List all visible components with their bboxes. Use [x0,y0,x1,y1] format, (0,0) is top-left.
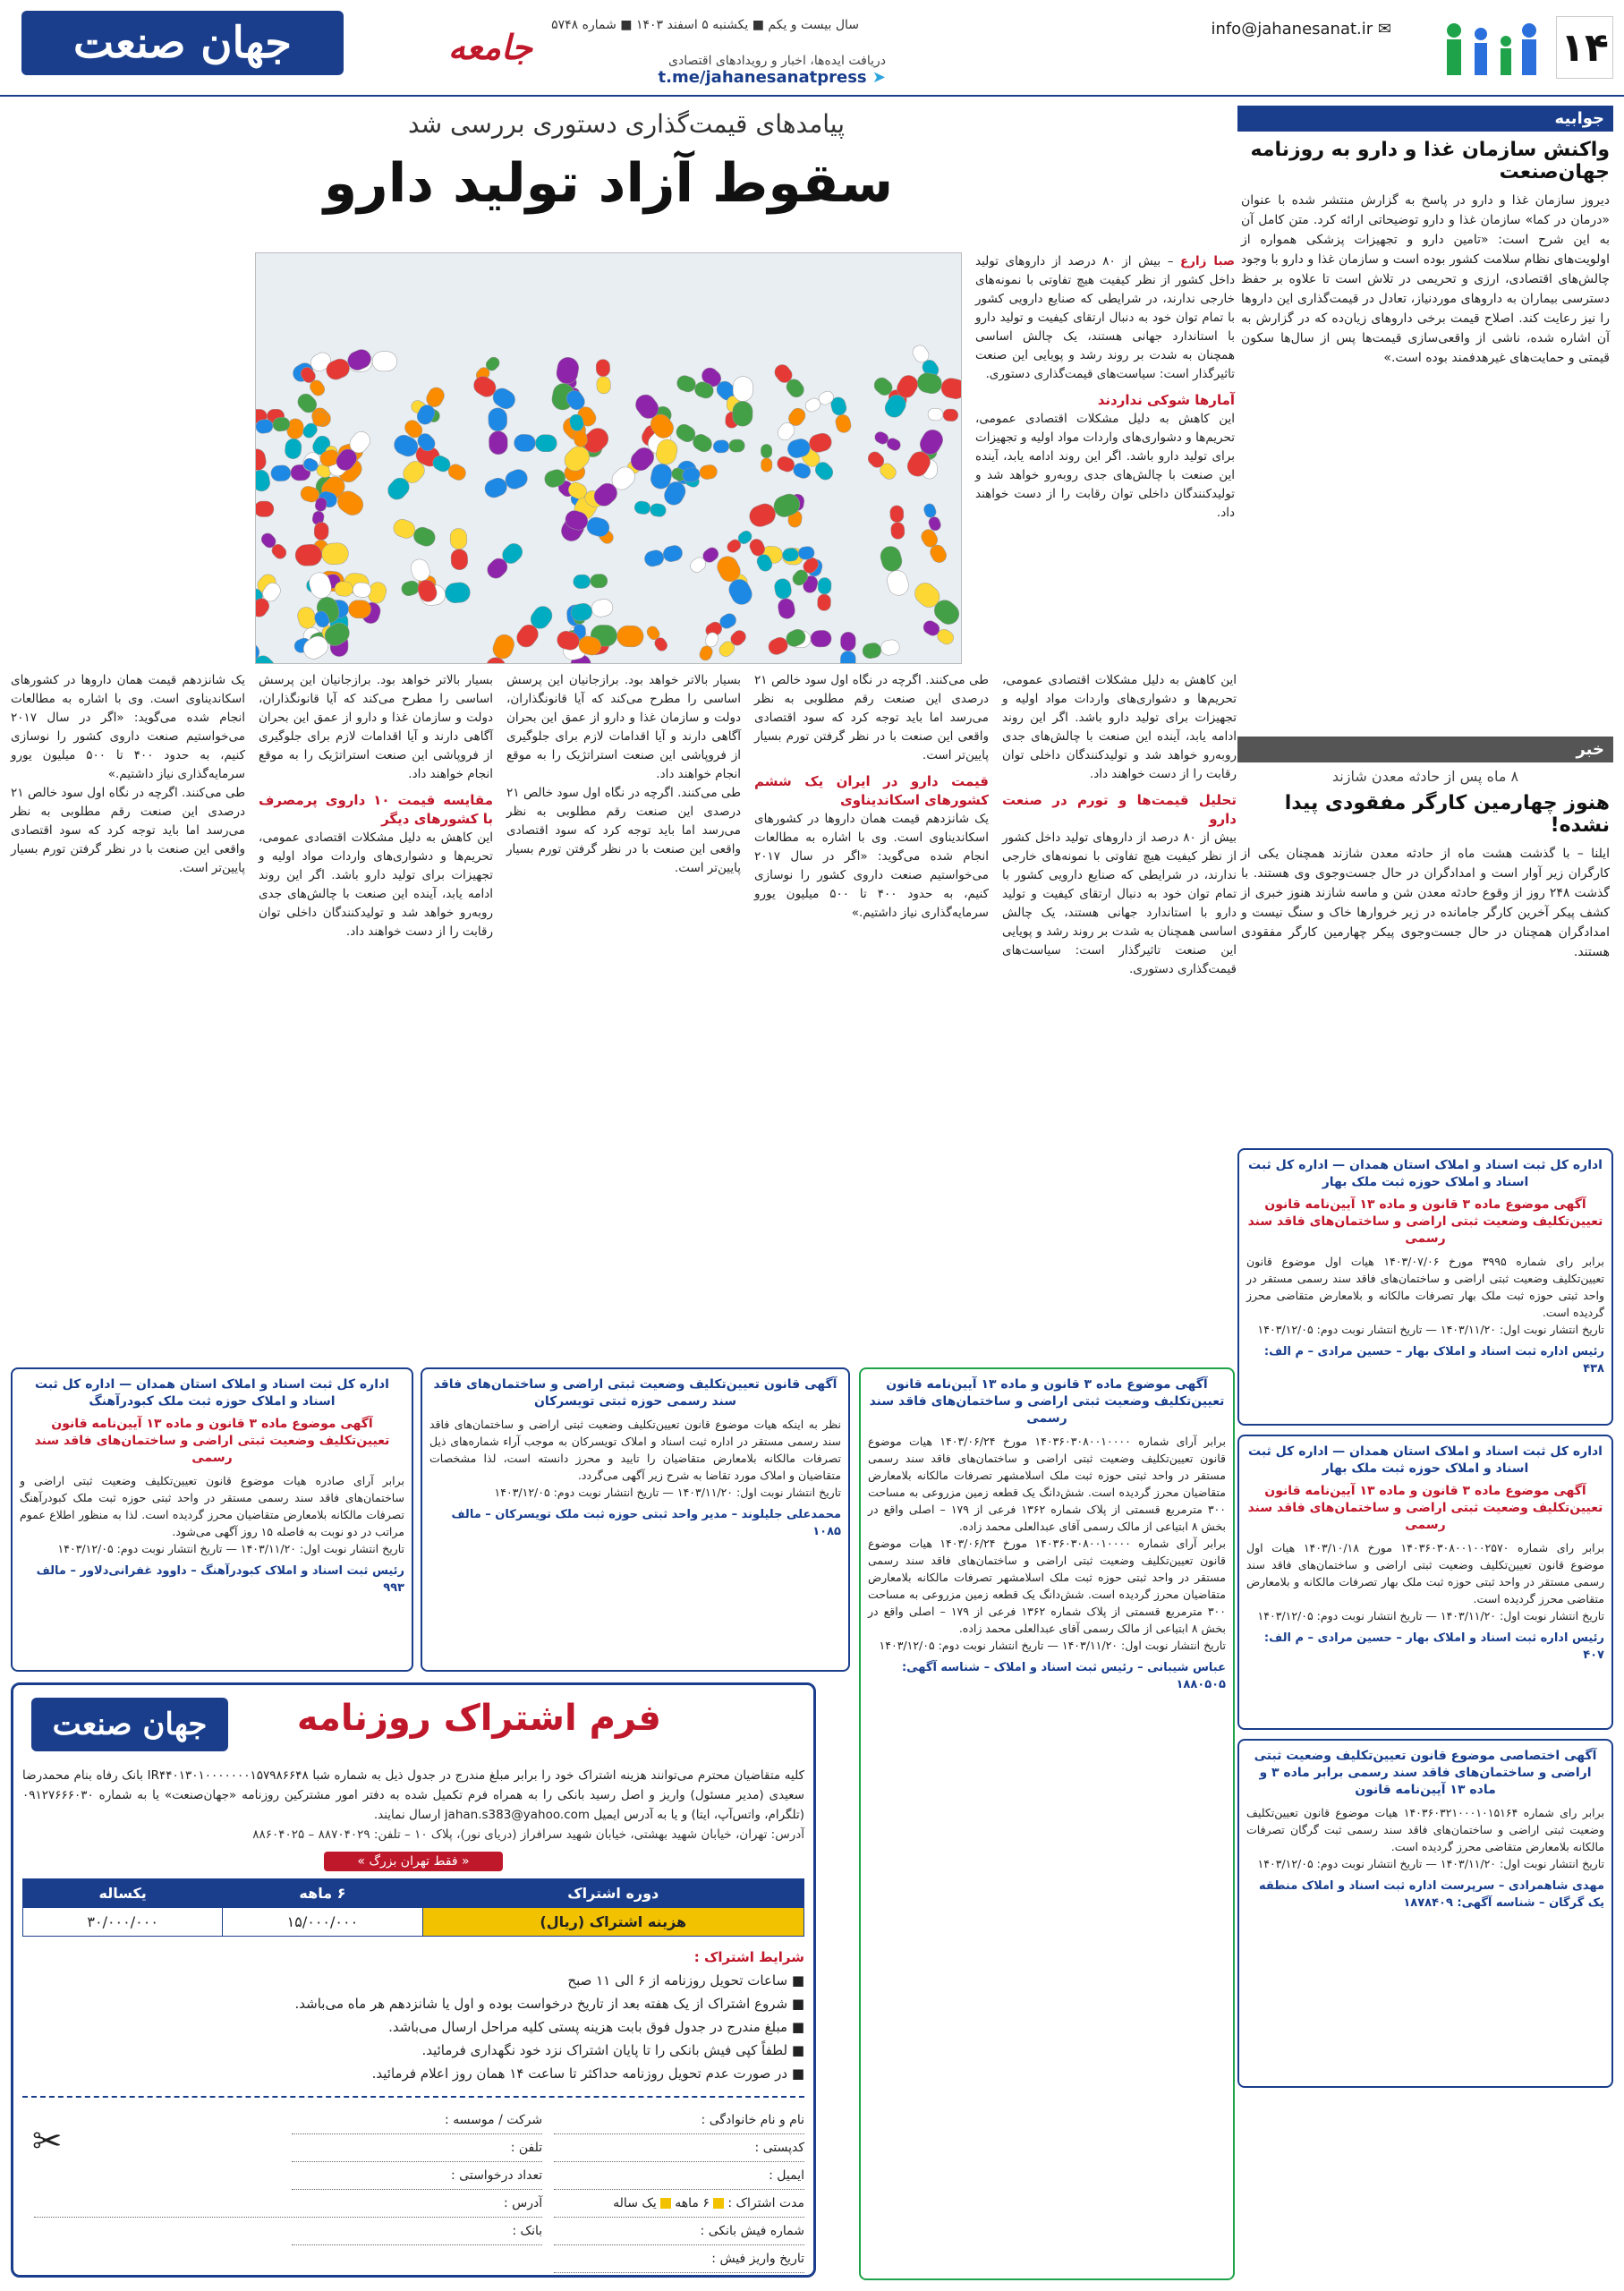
notice-signer: عباس شیبانی – رئیس ثبت اسناد و املاک – شناسه آگهی: ۱۸۸۰۵۰۵ [901,1661,1226,1691]
reply-section-header: جوابیه [1237,106,1613,132]
field-period[interactable]: مدت اشتراک : ۶ ماهه یک ساله [554,2190,804,2218]
page-number: ۱۴ [1556,16,1613,79]
field-phone[interactable]: تلفن : [292,2134,542,2162]
pill-shape [255,501,274,517]
article-column-1 [1002,671,1237,1360]
notice-subtitle: آگهی موضوع ماده ۳ قانون و ماده ۱۳ آیین‌نامه قانون تعیین‌تکلیف وضعیت ثبتی اراضی و ساختمان‌های فاقد سند رسمی [1247,1197,1603,1246]
reply-body: دیروز سازمان غذا و دارو در پاسخ به گزارش منتشر شده با عنوان «درمان در کما» سازمان غذا و دارو توضیحاتی ارائه کرد. متن کامل آن به این شرح است: «تامین دارو و تجهیزات پزشکی همواره از اولویت‌های نظام سلامت کشور بوده است و سازمان غذا و دارو با وجود چالش‌های اقتصادی، ارزی و تحریمی در تلاش است تا علاوه بر حفظ دسترسی بیماران به داروهای موردنیاز، تعادل در قیمت‌گذاری این داروها را نیز رعایت کند. اصلاح قیمت برخی داروهای زیان‌ده که در گزارش به آن اشاره شده، ناشی از واقعی‌سازی قیمت‌ها پس از سال‌ها سکون قیمتی و حمایت‌های غیرهدفمند بوده است.» [1241,193,1610,365]
notice-signer: رئیس اداره ثبت اسناد و املاک بهار – حسین مرادی – م الف: ۴۰۷ [1263,1631,1604,1662]
article-text: این کاهش به دلیل مشکلات اقتصادی عمومی، تحریم‌ها و دشواری‌های واردات مواد اولیه و تجهیزات برای تولید دارو باشد. اگر این روند ادامه یابد، آینده این صنعت با چالش‌های جدی روبه‌رو خواهد شد و تولیدکنندگان داخلی توان رقابت را از دست خواهند داد. [259,830,493,939]
subhead-stats: آمارها شوکی نداردند [1097,392,1235,408]
news-body: ایلنا – با گذشت هشت ماه از حادثه معدن شازند همچنان یکی از کارگران زیر آوار است و امدادگران در حال جست‌وجوی وی هستند. با گذشت ۲۴۸ روز از وقوع حادثه معدن شن و ماسه شازند هنوز خبری از کشف پیکر آخرین کارگر جامانده در زیر خروارها خاک و سنگ نیست و امدادگران همچنان در حال جست‌وجوی پیکر چهارمین کارگر مفقودی هستند. [1241,847,1610,959]
article-text: بسیار بالاتر خواهد بود. برازجانیان این پرسش اساسی را مطرح می‌کند که آیا قانونگذاران، دولت و سازمان غذا و دارو از عمق این بحران آگاهی دارند و آیا اقدامات لازم برای جلوگیری از فروپاشی این صنعت استراتژیک را به موقع انجام خواهند داد. [259,673,493,781]
notice-title: اداره کل ثبت اسناد و املاک استان همدان — اداره کل ثبت اسناد و املاک حوزه ثبت ملک کبودرآهنگ [35,1377,389,1409]
section-title: جامعه [447,27,532,67]
notice-bahar-2 [1237,1435,1613,1730]
telegram-link [653,68,886,87]
subhead-prices: تحلیل قیمت‌ها و تورم در صنعت دارو [1002,792,1237,827]
field-postal[interactable]: کدپستی : [554,2134,804,2162]
article-headline: سقوط آزاد تولید دارو [323,152,894,215]
subhead-comparison: مقایسه قیمت ۱۰ داروی پرمصرف با کشورهای دیگر [259,792,493,827]
form-fields [22,2096,804,2273]
zone-badge: « فقط تهران بزرگ » [324,1852,503,1871]
conditions-title: شرایط اشتراک : [693,1949,804,1965]
article-column-3 [506,671,741,1360]
subscription-title: فرم اشتراک روزنامه [296,1698,661,1739]
notice-title: اداره کل ثبت اسناد و املاک استان همدان — اداره کل ثبت اسناد و املاک حوزه ثبت ملک بهار [1248,1158,1603,1189]
notice-signer: محمدعلی جلیلوند – مدیر واحد ثبتی حوزه ثبت ملک تویسرکان – مالف ۱۰۸۵ [451,1508,841,1538]
reply-title: واکنش سازمان غذا و دارو به روزنامه جهان‌صنعت [1250,139,1610,183]
notice-title: آگهی قانون تعیین‌تکلیف وضعیت ثبتی اراضی و ساختمان‌های فاقد سند رسمی حوزه ثبتی تویسرکان [433,1377,838,1409]
price-header-1y: یکساله [23,1879,223,1908]
telegram-box[interactable] [653,54,886,87]
field-receipt[interactable]: شماره فیش بانکی : [554,2218,804,2245]
subhead-scandinavia: قیمت دارو در ایران یک ششم کشورهای اسکاندیناوی [754,773,989,808]
subscription-form [11,1682,816,2278]
article-lead-column: صبا زارع – بیش از ۸۰ درصد از داروهای تولید داخل کشور از نظر کیفیت هیچ تفاوتی با نمونه‌های خارجی ندارند، در شرایطی که صنایع دارویی کشور با تمام توان خود به دنبال ارتقای کیفیت و تولید دارو با استاندارد جهانی هستند، یک چالش اساسی همچنان به شدت بر روند رشد و پویایی این صنعت تاثیرگذار است: سیاست‌های قیمت‌گذاری دستوری. آمارها شوکی نداردند این کاهش به دلیل مشکلات اقتصادی عمومی، تحریم‌ها و دشواری‌های واردات مواد اولیه و تجهیزات برای تولید دارو باشد. اگر این روند ادامه یابد، آینده این صنعت با چالش‌های جدی روبه‌رو خواهد شد و تولیدکنندگان داخلی توان رقابت را از دست خواهند داد. [975,252,1235,523]
news-kicker: ۸ ماه پس از حادثه معدن شازند [1331,768,1519,785]
field-bank[interactable]: بانک : [292,2218,542,2245]
notice-dates: تاریخ انتشار نوبت اول: ۱۴۰۳/۱۱/۲۰ — تاریخ انتشار نوبت دوم: ۱۴۰۳/۱۲/۰۵ [1257,1323,1604,1336]
condition-item: ■ مبلغ مندرج در جدول فوق بابت هزینه پستی کلیه مراحل ارسال می‌باشد. [388,2019,804,2035]
article-text: طی می‌کنند. اگرچه در نگاه اول سود خالص ۲۱ درصدی این صنعت رقم مطلوبی به نظر می‌رسد اما باید توجه کرد که سود اقتصادی واقعی این صنعت با در نظر گرفتن تورم بسیار پایین‌تر است. [11,786,245,875]
notice-subtitle: آگهی موضوع ماده ۳ قانون و ماده ۱۳ آیین‌نامه قانون تعیین‌تکلیف وضعیت ثبتی اراضی و ساختمان‌های فاقد سند رسمی [1247,1484,1603,1532]
article-text: این کاهش به دلیل مشکلات اقتصادی عمومی، تحریم‌ها و دشواری‌های واردات مواد اولیه و تجهیزات برای تولید دارو باشد. اگر این روند ادامه یابد، آینده این صنعت با چالش‌های جدی روبه‌رو خواهد شد و تولیدکنندگان داخلی توان رقابت را از دست خواهند داد. [1002,673,1237,781]
field-email[interactable]: ایمیل : [554,2162,804,2190]
issue-info: سال بیست و یکم ■ یکشنبه ۵ اسفند ۱۴۰۳ ■ شماره ۵۷۴۸ [551,18,859,32]
notice-body: نظر به اینکه هیات موضوع قانون تعیین‌تکلیف وضعیت ثبتی اراضی و ساختمان‌های فاقد سند رسمی مستقر در اداره ثبت اسناد و املاک تویسرکان به موجب آراء شماره‌های ذیل تصرفات مالکانه بلامعارض متقاضیان را تایید و محرز دانسته است، لذا مشخصات متقاضیان و املاک مورد تقاضا به شرح زیر آگهی می‌گردد. [429,1418,841,1482]
price-header-6m: ۶ ماهه [223,1879,422,1908]
price-header-period: دوره اشتراک [422,1879,803,1908]
telegram-text: t.me/jahanesanatpress [658,68,867,87]
email-contact[interactable]: ✉ info@jahanesanat.ir [1211,20,1391,38]
pill-shape [840,632,855,664]
checkbox-1y[interactable] [660,2198,671,2209]
notice-islamshahr [859,1367,1235,2280]
article-column-4 [259,671,493,1360]
subscription-logo: جهان صنعت [31,1698,228,1751]
notice-dates: تاریخ انتشار نوبت اول: ۱۴۰۳/۱۱/۲۰ — تاریخ انتشار نوبت دوم: ۱۴۰۳/۱۲/۰۵ [494,1486,841,1499]
notice-body: برابر آرای شماره ۱۴۰۳۶۰۳۰۸۰۰۱۰۰۰۰ مورخ ۱۴۰۳/۰۶/۲۴ هیات موضوع قانون تعیین‌تکلیف وضعیت ثبتی اراضی و ساختمان‌های فاقد سند رسمی مستقر در واحد ثبتی حوزه ثبت ملک اسلامشهر تصرفات مالکانه بلامعارض متقاضیان محرز گردیده است. شش‌دانگ یک قطعه زمین مزروعی به مساحت ۳۰۰ مترمربع قسمتی از پلاک شماره ۱۳۶۲ فرعی از ۱۷۹ – اصلی واقع در بخش ۸ ابتیاعی از مالک رسمی آقای عبدالعلی محمد زاده. [868,1435,1226,1533]
notice-dates: تاریخ انتشار نوبت اول: ۱۴۰۳/۱۱/۲۰ — تاریخ انتشار نوبت دوم: ۱۴۰۳/۱۲/۰۵ [1257,1609,1604,1622]
article-text: یک شانزدهم قیمت همان داروها در کشورهای اسکاندیناوی است. وی با اشاره به مطالعات انجام شده می‌گوید: «اگر در سال ۲۰۱۷ می‌خواستیم صنعت داروی کشور را نوسازی کنیم، به حدود ۴۰۰ تا ۵۰۰ میلیون یورو سرمایه‌گذاری نیاز داشتیم.» [754,812,990,920]
field-fullname[interactable]: نام و نام خانوادگی : [554,2107,804,2134]
condition-item: ■ شروع اشتراک از یک هفته بعد از تاریخ درخواست بوده و اول یا شانزدهم هر ماه می‌باشد. [294,1996,804,2012]
price-1y: ۳۰/۰۰۰/۰۰۰ [23,1908,223,1937]
article-text: این کاهش به دلیل مشکلات اقتصادی عمومی، تحریم‌ها و دشواری‌های واردات مواد اولیه و تجهیزات برای تولید دارو باشد. اگر این روند ادامه یابد، آینده این صنعت با چالش‌های جدی روبه‌رو خواهد شد و تولیدکنندگان داخلی توان رقابت را از دست خواهند داد. [975,412,1235,520]
notice-body: برابر آرای صادره هیات موضوع قانون تعیین‌تکلیف وضعیت ثبتی اراضی و ساختمان‌های فاقد سند رسمی مستقر در واحد ثبتی حوزه ثبت ملک کبودرآهنگ تصرفات مالکانه بلامعارض متقاضیان محرز گردیده است. لذا به منظور اطلاع عموم مراتب در دو نوبت به فاصله ۱۵ روز آگهی می‌شود. [20,1474,404,1538]
news-section-header: خبر [1237,737,1613,762]
subscription-intro: کلیه متقاضیان محترم می‌توانند هزینه اشتراک خود را برابر مبلغ مندرج در جدول ذیل به شماره شبا IR۴۴۰۱۳۰۱۰۰۰۰۰۰۰۱۵۷۹۸۶۶۴۸ بانک رفاه بنام محمدرضا سعیدی (مدیر مسئول) واریز و اصل رسید بانکی را به همراه فرم تکمیل شده به دفتر امور مشترکین روزنامه «جهان‌صنعت» یا به شماره ۰۹۱۲۷۶۶۶۰۳۰ (تلگرام، واتس‌آپ، ایتا) و یا به آدرس ایمیل jahan.s383@yahoo.com ارسال نمایند. [22,1768,804,1822]
article-text: یک شانزدهم قیمت همان داروها در کشورهای اسکاندیناوی است. وی با اشاره به مطالعات انجام شده می‌گوید: «اگر در سال ۲۰۱۷ می‌خواستیم صنعت داروی کشور را نوسازی کنیم، به حدود ۴۰۰ تا ۵۰۰ میلیون یورو سرمایه‌گذاری نیاز داشتیم.» [11,673,246,781]
family-icon [1436,18,1543,81]
news-title: هنوز چهارمین کارگر مفقودی پیدا نشده! [1284,792,1610,837]
condition-item: ■ ساعات تحویل روزنامه از ۶ الی ۱۱ صبح [567,1972,804,1989]
page-header [0,0,1624,97]
price-row-label: هزینه اشتراک (ریال) [422,1908,803,1937]
notice-dates: تاریخ انتشار نوبت اول: ۱۴۰۳/۱۱/۲۰ — تاریخ انتشار نوبت دوم: ۱۴۰۳/۱۲/۰۵ [1257,1857,1604,1870]
notice-bahar-1 [1237,1148,1613,1426]
notice-signer: رئیس اداره ثبت اسناد و املاک بهار – حسین مرادی – م الف: ۴۳۸ [1263,1345,1604,1375]
notice-signer: مهدی شاهمرادی – سرپرست اداره ثبت اسناد و املاک منطقه یک گرگان – شناسه آگهی: ۱۸۷۸۴۰۹ [1258,1879,1604,1910]
notice-body: برابر رای شماره ۱۴۰۳۶۰۳۰۸۰۰۱۰۰۲۵۷۰ مورخ ۱۴۰۳/۱۰/۱۸ هیات اول موضوع قانون تعیین‌تکلیف وضعیت ثبتی اراضی و ساختمان‌های فاقد سند رسمی مستقر در واحد ثبتی حوزه ثبت ملک بهار تصرفات مالکانه و بلامعارض متقاضی محرز گردیده است. [1246,1541,1604,1605]
notice-subtitle: آگهی موضوع ماده ۳ قانون و ماده ۱۳ آیین‌نامه قانون تعیین‌تکلیف وضعیت ثبتی اراضی و ساختمان‌های فاقد سند رسمی [34,1417,390,1465]
notice-title: آگهی موضوع ماده ۳ قانون و ماده ۱۳ آیین‌نامه قانون تعیین‌تکلیف وضعیت ثبتی اراضی و ساختمان‌های فاقد سند رسمی [869,1377,1225,1426]
pills-photo [255,252,962,664]
article-column-2 [754,671,989,1360]
price-6m: ۱۵/۰۰۰/۰۰۰ [223,1908,422,1937]
notice-title: اداره کل ثبت اسناد و املاک استان همدان — اداره کل ثبت اسناد و املاک حوزه ثبت ملک بهار [1248,1444,1603,1476]
notice-signer: رئیس ثبت اسناد و املاک کبودرآهنگ – داوود غفرانی‌دلاور – مالف ۹۹۳ [36,1564,404,1595]
field-company[interactable]: شرکت / موسسه : [292,2107,542,2134]
field-quantity[interactable]: تعداد درخواستی : [292,2162,542,2190]
newspaper-logo: جهان صنعت [21,11,344,75]
field-address[interactable]: آدرس : [34,2190,542,2218]
email-text: info@jahanesanat.ir [1211,20,1373,38]
conditions [22,1946,804,2085]
telegram-icon: ➤ [872,68,886,87]
article-text: طی می‌کنند. اگرچه در نگاه اول سود خالص ۲۱ درصدی این صنعت رقم مطلوبی به نظر می‌رسد اما باید توجه کرد که سود اقتصادی واقعی این صنعت با در نظر گرفتن تورم بسیار پایین‌تر است. [754,673,989,762]
notice-tuyserkan [421,1367,850,1672]
notice-body: برابر آرای شماره ۱۴۰۳۶۰۳۰۸۰۰۱۰۰۰۰ مورخ ۱۴۰۳/۰۶/۲۴ هیات موضوع قانون تعیین‌تکلیف وضعیت ثبتی اراضی و ساختمان‌های فاقد سند رسمی مستقر در واحد ثبتی حوزه ثبت ملک اسلامشهر تصرفات مالکانه بلامعارض متقاضیان محرز گردیده است. شش‌دانگ یک قطعه زمین مزروعی به مساحت ۳۰۰ مترمربع قسمتی از پلاک شماره ۱۳۶۲ فرعی از ۱۷۹ – اصلی واقع در بخش ۸ ابتیاعی از مالک رسمی آقای عبدالعلی محمد زاده. [868,1537,1226,1635]
field-deposit-date[interactable]: تاریخ واریز فیش : [554,2245,804,2273]
notice-body: برابر رای شماره ۳۹۹۵ مورخ ۱۴۰۳/۰۷/۰۶ هیات اول موضوع قانون تعیین‌تکلیف وضعیت ثبتی اراضی و ساختمان‌های فاقد سند رسمی مستقر در واحد ثبتی حوزه ثبت ملک بهار تصرفات مالکانه و بلامعارض متقاضی محرز گردیده است. [1246,1255,1604,1319]
scissors-icon: ✂ [32,2121,63,2162]
subscription-address: آدرس: تهران، خیابان شهید بهشتی، خیابان شهید سرافراز (دریای نور)، پلاک ۱۰ – تلفن: ۸۸۷۰۴۰۲۹ – ۸۸۶۰۴۰۲۵ [252,1827,804,1842]
notice-gorgan [1237,1739,1613,2088]
price-table [22,1878,804,1937]
article-column-5 [11,671,245,1360]
notice-title: آگهی اختصاصی موضوع قانون تعیین‌تکلیف وضعیت ثبتی اراضی و ساختمان‌های فاقد سند رسمی برابر ماده ۳ و ماده ۱۳ آیین‌نامه قانون [1254,1749,1597,1797]
pills-illustration [255,253,961,664]
article-text: طی می‌کنند. اگرچه در نگاه اول سود خالص ۲۱ درصدی این صنعت رقم مطلوبی به نظر می‌رسد اما باید توجه کرد که سود اقتصادی واقعی این صنعت با در نظر گرفتن تورم بسیار پایین‌تر است. [506,786,741,875]
checkbox-6m[interactable] [713,2198,724,2209]
notice-body: برابر رای شماره ۱۴۰۳۶۰۳۲۱۰۰۰۱۰۱۵۱۶۴ هیات موضوع قانون تعیین‌تکلیف وضعیت ثبتی اراضی و ساختمان‌های فاقد سند رسمی ثبت گرگان تصرفات مالکانه بلامعارض متقاضی محرز گردیده است. [1246,1806,1604,1853]
telegram-note: دریافت ایده‌ها، اخبار و رویدادهای اقتصادی [668,54,886,68]
article-text: بسیار بالاتر خواهد بود. برازجانیان این پرسش اساسی را مطرح می‌کند که آیا قانونگذاران، دولت و سازمان غذا و دارو از عمق این بحران آگاهی دارند و آیا اقدامات لازم برای جلوگیری از فروپاشی این صنعت استراتژیک را به موقع انجام خواهند داد. [506,673,741,781]
article-author: صبا زارع [1180,254,1235,268]
article-text: بیش از ۸۰ درصد از داروهای تولید داخل کشور از نظر کیفیت هیچ تفاوتی با نمونه‌های خارجی ندارند، در شرایطی که صنایع دارویی کشور با تمام توان خود به دنبال ارتقای کیفیت و تولید دارو با استاندارد جهانی هستند، یک چالش اساسی همچنان به شدت بر روند رشد و پویایی این صنعت تاثیرگذار است: سیاست‌های قیمت‌گذاری دستوری. [1002,830,1237,976]
notice-kabudarahang [11,1367,413,1672]
notice-dates: تاریخ انتشار نوبت اول: ۱۴۰۳/۱۱/۲۰ — تاریخ انتشار نوبت دوم: ۱۴۰۳/۱۲/۰۵ [879,1639,1226,1652]
article-kicker: پیامدهای قیمت‌گذاری دستوری بررسی شد [407,109,846,139]
article-lead: بیش از ۸۰ درصد از داروهای تولید داخل کشور از نظر کیفیت هیچ تفاوتی با نمونه‌های خارجی ندارند، در شرایطی که صنایع دارویی کشور با تمام توان خود به دنبال ارتقای کیفیت و تولید دارو با استاندارد جهانی هستند، یک چالش اساسی همچنان به شدت بر روند رشد و پویایی این صنعت تاثیرگذار است: سیاست‌های قیمت‌گذاری دستوری. [975,254,1235,381]
condition-item: ■ لطفاً کپی فیش بانکی را تا پایان اشتراک نزد خود نگهداری فرمائید. [421,2042,804,2058]
condition-item: ■ در صورت عدم تحویل روزنامه حداکثر تا ساعت ۱۴ همان روز اعلام فرمائید. [371,2065,804,2082]
article-columns [11,671,1237,1360]
notice-dates: تاریخ انتشار نوبت اول: ۱۴۰۳/۱۱/۲۰ — تاریخ انتشار نوبت دوم: ۱۴۰۳/۱۲/۰۵ [57,1542,404,1555]
right-column [1237,106,1613,2088]
